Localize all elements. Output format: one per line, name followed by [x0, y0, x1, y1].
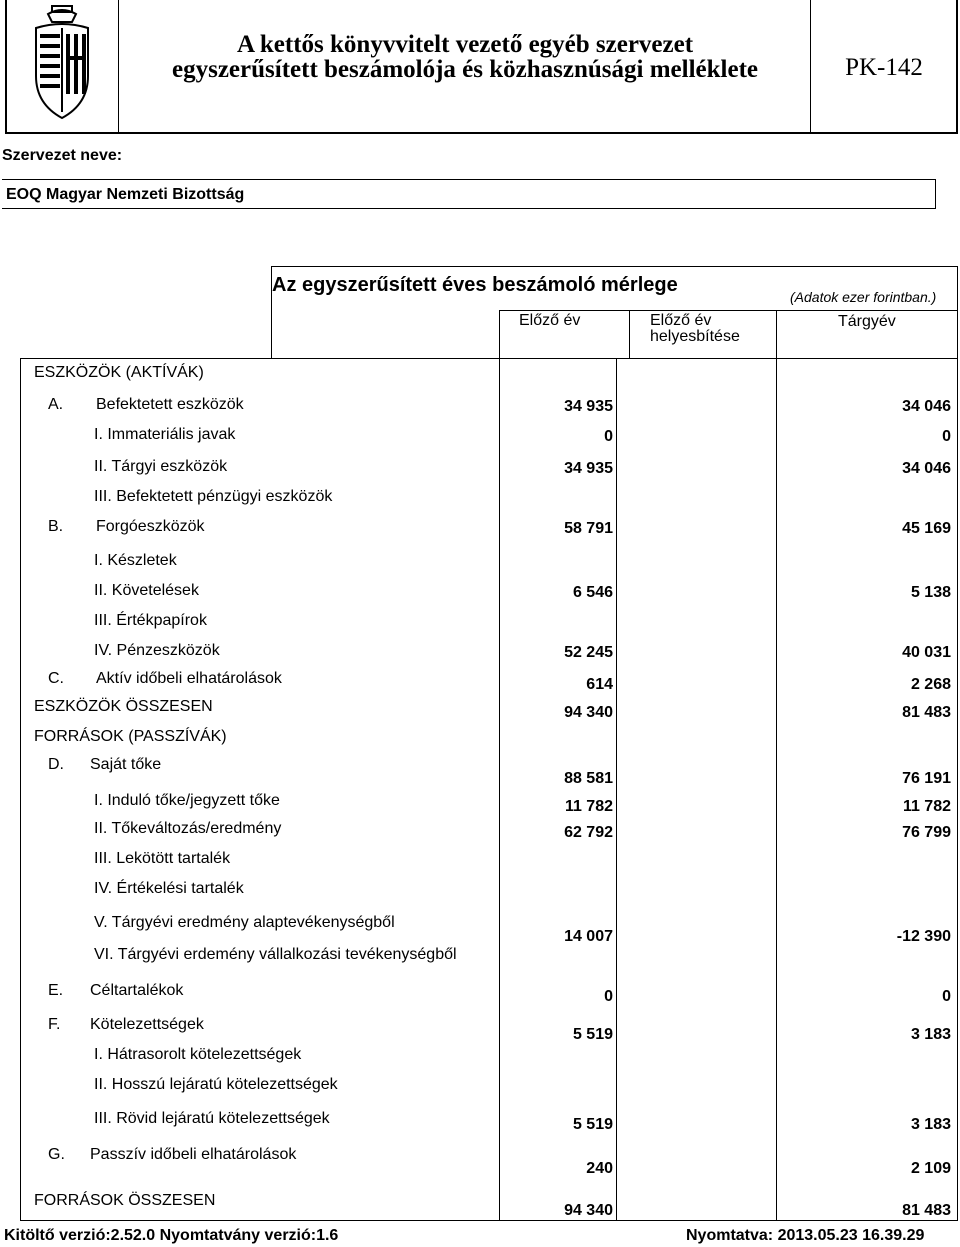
prev-year-value[interactable]: 240: [586, 1160, 613, 1177]
row-label: III. Értékpapírok: [94, 612, 207, 629]
current-year-value[interactable]: 2 109: [910, 1160, 951, 1177]
current-year-value[interactable]: 5 138: [910, 584, 951, 601]
prev-year-value[interactable]: 34 935: [564, 398, 613, 415]
row-code: C.: [48, 670, 64, 687]
current-year-value[interactable]: -12 390: [896, 928, 951, 945]
prev-year-value[interactable]: 614: [586, 676, 613, 693]
row-label: Aktív időbeli elhatárolások: [96, 670, 282, 687]
row-label: I. Induló tőke/jegyzett tőke: [94, 792, 280, 809]
current-year-value[interactable]: 3 183: [910, 1116, 951, 1133]
row-label: I. Immateriális javak: [94, 426, 236, 443]
prev-year-value[interactable]: 5 519: [572, 1026, 613, 1043]
prev-year-value[interactable]: 0: [604, 988, 613, 1005]
row-label: I. Készletek: [94, 552, 177, 569]
row-code: G.: [48, 1146, 65, 1163]
form-title-line1: A kettős könyvvitelt vezető egyéb szervezet: [236, 31, 694, 58]
row-label: Kötelezettségek: [90, 1016, 204, 1033]
col-header-correction-line1: Előző év: [650, 312, 712, 329]
row-label: Forgóeszközök: [96, 518, 205, 535]
current-year-value[interactable]: 40 031: [902, 644, 951, 661]
coat-of-arms-emblem: [22, 4, 102, 124]
organization-label: Szervezet neve:: [2, 147, 123, 164]
footer-print-date: Nyomtatva: 2013.05.23 16.39.29: [686, 1227, 925, 1244]
prev-year-value[interactable]: 62 792: [564, 824, 613, 841]
row-label: II. Követelések: [94, 582, 199, 599]
current-year-value[interactable]: 0: [942, 428, 951, 445]
balance-title: Az egyszerűsített éves beszámoló mérlege: [272, 274, 678, 296]
prev-year-value[interactable]: 88 581: [564, 770, 613, 787]
row-label: III. Rövid lejáratú kötelezettségek: [94, 1110, 330, 1127]
row-label: ESZKÖZÖK (AKTÍVÁK): [34, 364, 204, 381]
row-label: Befektetett eszközök: [96, 396, 244, 413]
prev-year-value[interactable]: 14 007: [564, 928, 613, 945]
prev-year-value[interactable]: 11 782: [564, 798, 613, 815]
col-header-prev-year: Előző év: [519, 312, 581, 329]
current-year-value[interactable]: 45 169: [902, 520, 951, 537]
col-header-current-year: Tárgyév: [838, 313, 896, 330]
current-year-value[interactable]: 81 483: [902, 1202, 951, 1219]
current-year-value[interactable]: 34 046: [902, 460, 951, 477]
row-label: Saját tőke: [90, 756, 162, 773]
prev-year-value[interactable]: 5 519: [572, 1116, 613, 1133]
form-title-line2: egyszerűsített beszámolója és közhasznúsági melléklete: [172, 56, 758, 83]
current-year-value[interactable]: 76 191: [902, 770, 951, 787]
row-label: I. Hátrasorolt kötelezettségek: [94, 1046, 302, 1063]
prev-year-value[interactable]: 6 546: [572, 584, 613, 601]
row-label: II. Tőkeváltozás/eredmény: [94, 820, 282, 837]
footer-version: Kitöltő verzió:2.52.0 Nyomtatvány verzió:1.6: [4, 1227, 339, 1244]
current-year-value[interactable]: 0: [942, 988, 951, 1005]
row-label: Céltartalékok: [90, 982, 184, 999]
prev-year-value[interactable]: 58 791: [564, 520, 613, 537]
col-header-correction-line2: helyesbítése: [650, 328, 740, 345]
row-label: III. Lekötött tartalék: [94, 850, 231, 867]
row-label: IV. Értékelési tartalék: [94, 880, 244, 897]
prev-year-value[interactable]: 94 340: [564, 1202, 613, 1219]
row-label: FORRÁSOK ÖSSZESEN: [34, 1192, 216, 1209]
current-year-value[interactable]: 81 483: [902, 704, 951, 721]
prev-year-value[interactable]: 34 935: [564, 460, 613, 477]
row-code: E.: [48, 982, 64, 999]
row-label: II. Hosszú lejáratú kötelezettségek: [94, 1076, 338, 1093]
current-year-value[interactable]: 34 046: [902, 398, 951, 415]
row-label: IV. Pénzeszközök: [94, 642, 220, 659]
row-label: II. Tárgyi eszközök: [94, 458, 228, 475]
prev-year-value[interactable]: 94 340: [564, 704, 613, 721]
current-year-value[interactable]: 76 799: [902, 824, 951, 841]
form-code: PK-142: [845, 54, 923, 81]
current-year-value[interactable]: 11 782: [902, 798, 951, 815]
current-year-value[interactable]: 2 268: [910, 676, 951, 693]
organization-name-field[interactable]: EOQ Magyar Nemzeti Bizottság: [6, 186, 245, 203]
row-label: VI. Tárgyévi erdemény vállalkozási tevékenységből: [94, 946, 457, 963]
unit-note: (Adatok ezer forintban.): [790, 289, 937, 305]
row-code: A.: [48, 396, 64, 413]
row-code: D.: [48, 756, 64, 773]
row-label: Passzív időbeli elhatárolások: [90, 1146, 297, 1163]
row-code: B.: [48, 518, 64, 535]
row-code: F.: [48, 1016, 61, 1033]
row-label: V. Tárgyévi eredmény alaptevékenységből: [94, 914, 395, 931]
prev-year-value[interactable]: 0: [604, 428, 613, 445]
current-year-value[interactable]: 3 183: [910, 1026, 951, 1043]
row-label: ESZKÖZÖK ÖSSZESEN: [34, 698, 213, 715]
prev-year-value[interactable]: 52 245: [564, 644, 613, 661]
row-label: FORRÁSOK (PASSZÍVÁK): [34, 728, 227, 745]
row-label: III. Befektetett pénzügyi eszközök: [94, 488, 333, 505]
